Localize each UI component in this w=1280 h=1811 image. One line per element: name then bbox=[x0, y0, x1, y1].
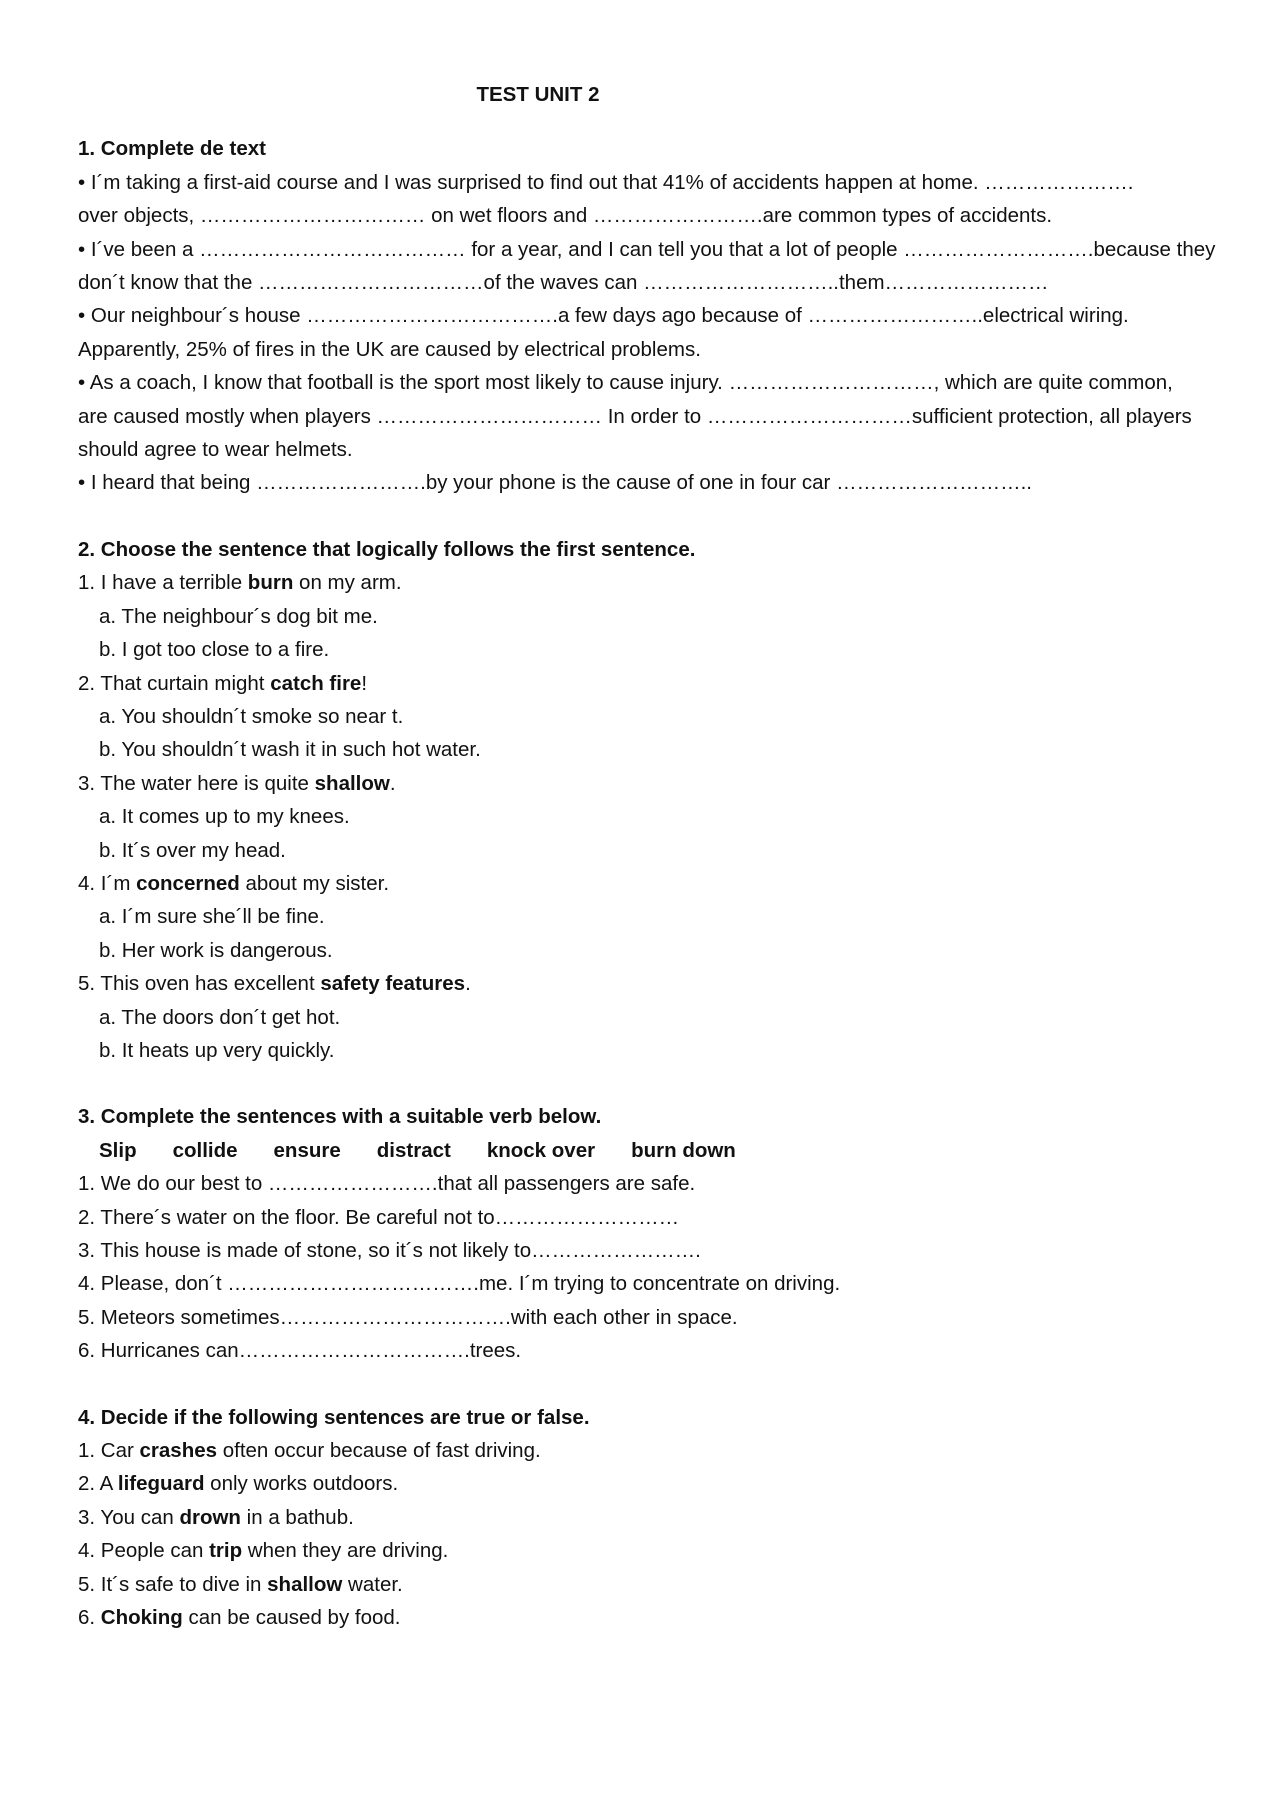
verb-bank bbox=[78, 1134, 1218, 1167]
question-text: 4. I´m bbox=[78, 871, 137, 895]
s1-line: • Our neighbour´s house ……………………………….a few days ago because of ……………………..electrical wiring. bbox=[78, 304, 1129, 328]
item-text: 2. A bbox=[78, 1472, 118, 1496]
spacer bbox=[78, 1368, 1218, 1401]
s1-line: • I´ve been a ………………………………… for a year, and I can tell you that a lot of people ……………………….because they bbox=[78, 237, 1216, 261]
s3-line: 4. Please, don´t ……………………………….me. I´m trying to concentrate on driving. bbox=[78, 1272, 841, 1296]
option-a: a. It comes up to my knees. bbox=[99, 805, 350, 829]
item-text: often occur because of fast driving. bbox=[217, 1439, 541, 1463]
s3-line: 1. We do our best to …………………….that all passengers are safe. bbox=[78, 1172, 696, 1196]
keyword: shallow bbox=[314, 771, 390, 795]
question bbox=[78, 767, 1218, 800]
section-3-heading: 3. Complete the sentences with a suitable verb below. bbox=[78, 1105, 602, 1129]
question-text: . bbox=[465, 972, 471, 996]
item-text: can be caused by food. bbox=[182, 1606, 401, 1630]
question-text: on my arm. bbox=[293, 571, 402, 595]
item-text: 3. You can bbox=[78, 1505, 180, 1529]
question-text: 2. That curtain might bbox=[78, 671, 271, 695]
keyword: lifeguard bbox=[117, 1472, 205, 1496]
item-text: 5. It´s safe to dive in bbox=[78, 1572, 268, 1596]
s3-line: 5. Meteors sometimes…………………………….with each other in space. bbox=[78, 1305, 738, 1329]
s1-line: • As a coach, I know that football is the sport most likely to cause injury. …………………………, which are quite common, bbox=[78, 371, 1173, 395]
section-2 bbox=[78, 533, 1218, 1068]
section-4-heading: 4. Decide if the following sentences are true or false. bbox=[78, 1405, 590, 1429]
keyword: burn bbox=[247, 571, 294, 595]
item-text: only works outdoors. bbox=[204, 1472, 399, 1496]
section-1-heading: 1. Complete de text bbox=[78, 137, 266, 161]
s1-line: over objects, …………………………… on wet floors and …………………….are common types of accidents. bbox=[78, 204, 1053, 228]
question-text: 1. I have a terrible bbox=[78, 571, 248, 595]
option-b: b. It heats up very quickly. bbox=[99, 1038, 335, 1062]
verb: distract bbox=[376, 1138, 451, 1162]
option-a: a. The doors don´t get hot. bbox=[99, 1005, 341, 1029]
spacer bbox=[78, 500, 1218, 533]
question-text: 3. The water here is quite bbox=[78, 771, 315, 795]
s1-line: don´t know that the ……………………………of the waves can ………………………..them…………………… bbox=[78, 271, 1049, 295]
tf-item bbox=[78, 1434, 1218, 1467]
option-b: b. You shouldn´t wash it in such hot water. bbox=[99, 738, 481, 762]
section-3 bbox=[78, 1100, 1218, 1367]
option-a: a. The neighbour´s dog bit me. bbox=[99, 604, 378, 628]
s1-line: • I heard that being …………………….by your phone is the cause of one in four car ……………………….. bbox=[78, 471, 1032, 495]
keyword: shallow bbox=[267, 1572, 343, 1596]
question-text: 5. This oven has excellent bbox=[78, 972, 321, 996]
verb: burn down bbox=[631, 1138, 736, 1162]
worksheet-page bbox=[78, 78, 1218, 1634]
tf-item bbox=[78, 1568, 1218, 1601]
s1-line: are caused mostly when players …………………………… In order to …………………………sufficient protection, all players bbox=[78, 404, 1192, 428]
question bbox=[78, 566, 1218, 599]
verb: Slip bbox=[99, 1138, 137, 1162]
s1-line: should agree to wear helmets. bbox=[78, 438, 353, 462]
verb: knock over bbox=[486, 1138, 596, 1162]
tf-item bbox=[78, 1501, 1218, 1534]
option-a: a. You shouldn´t smoke so near t. bbox=[99, 704, 404, 728]
option-b: b. Her work is dangerous. bbox=[99, 938, 333, 962]
item-text: 6. bbox=[78, 1606, 101, 1630]
item-text: when they are driving. bbox=[242, 1539, 449, 1563]
spacer bbox=[78, 1067, 1218, 1100]
question bbox=[78, 667, 1218, 700]
verb: collide bbox=[172, 1138, 238, 1162]
verb: ensure bbox=[273, 1138, 341, 1162]
s3-line: 2. There´s water on the floor. Be careful not to……………………… bbox=[78, 1205, 680, 1229]
keyword: concerned bbox=[136, 871, 240, 895]
section-1 bbox=[78, 132, 1218, 499]
tf-item bbox=[78, 1534, 1218, 1567]
item-text: 1. Car bbox=[78, 1439, 140, 1463]
option-b: b. I got too close to a fire. bbox=[99, 638, 330, 662]
keyword: safety features bbox=[320, 972, 466, 996]
keyword: trip bbox=[209, 1539, 243, 1563]
section-4 bbox=[78, 1401, 1218, 1635]
page-title: TEST UNIT 2 bbox=[476, 83, 600, 106]
option-a: a. I´m sure she´ll be fine. bbox=[99, 905, 325, 929]
s3-line: 6. Hurricanes can…………………………….trees. bbox=[78, 1339, 522, 1363]
question-text: . bbox=[389, 771, 396, 795]
question-text: ! bbox=[361, 671, 368, 695]
question bbox=[78, 967, 1218, 1000]
s1-line: Apparently, 25% of fires in the UK are caused by electrical problems. bbox=[78, 337, 701, 361]
keyword: drown bbox=[179, 1505, 241, 1529]
section-2-heading: 2. Choose the sentence that logically follows the first sentence. bbox=[78, 537, 696, 561]
item-text: in a bathub. bbox=[240, 1505, 354, 1529]
tf-item bbox=[78, 1601, 1218, 1634]
s1-line: • I´m taking a first-aid course and I was surprised to find out that 41% of accidents happen at home. …………………. bbox=[78, 170, 1134, 194]
question bbox=[78, 867, 1218, 900]
keyword: Choking bbox=[100, 1606, 183, 1630]
tf-item bbox=[78, 1467, 1218, 1500]
keyword: crashes bbox=[139, 1439, 218, 1463]
item-text: 4. People can bbox=[78, 1539, 210, 1563]
s3-line: 3. This house is made of stone, so it´s not likely to……………………. bbox=[78, 1239, 701, 1262]
option-b: b. It´s over my head. bbox=[99, 838, 286, 862]
question-text: about my sister. bbox=[239, 871, 390, 895]
keyword: catch fire bbox=[270, 671, 362, 695]
item-text: water. bbox=[342, 1572, 403, 1596]
